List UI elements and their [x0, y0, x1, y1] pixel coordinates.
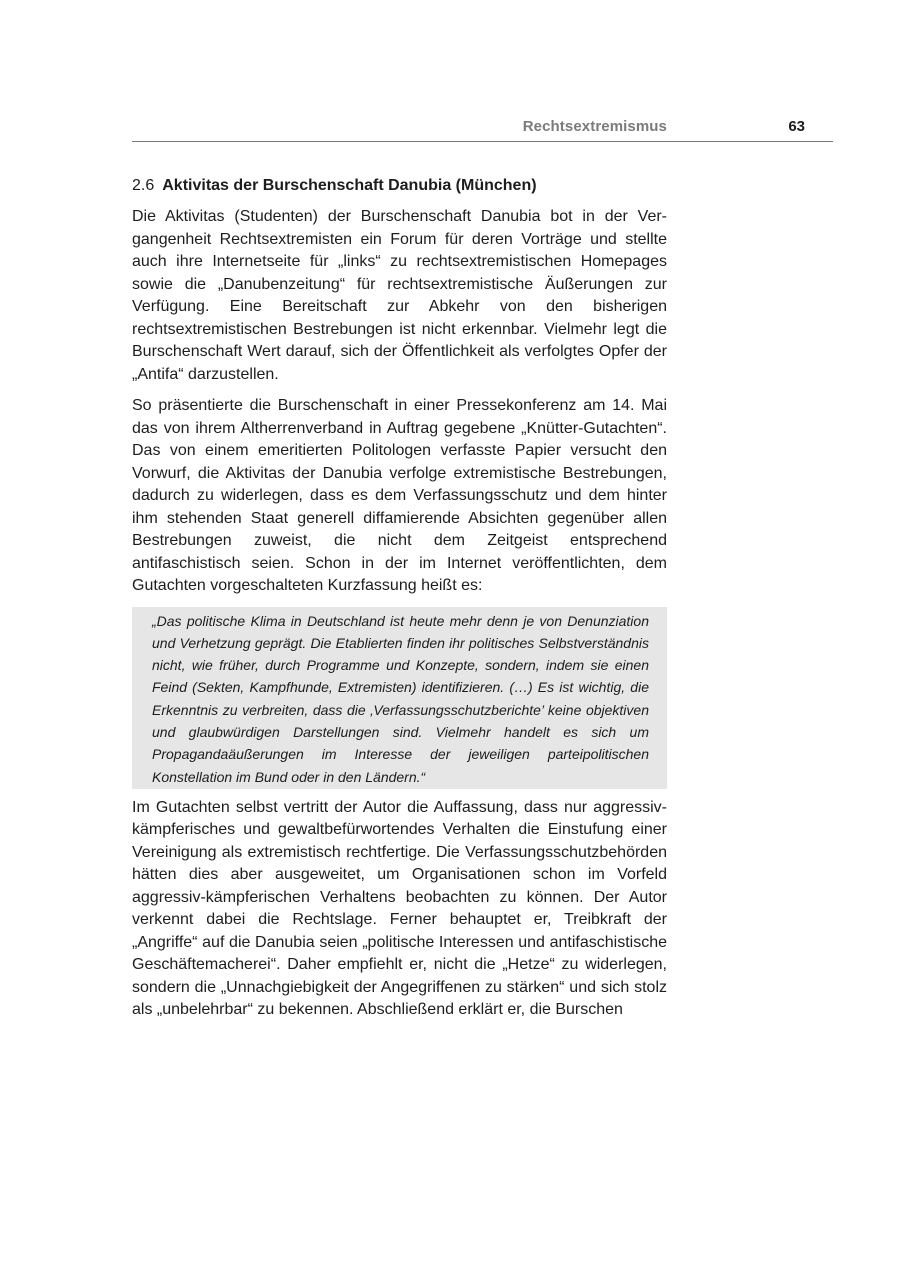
- page-number: 63: [788, 118, 805, 135]
- running-title: Rechtsextremismus: [522, 118, 667, 135]
- quote-text: „Das politische Klima in Deutschland ist heute mehr denn je von Denunziation und Verhetzung geprägt. Die Etablierten finden ihr politisches Selbstverständnis nicht, wie früher, durch Programme und Konzepte, sondern, indem sie einen Feind (Sekten, Kampfhunde, Extremisten) identifizieren. (…) Es ist wichtig, die Erkenntnis zu verbreiten, dass die ‚Verfassungsschutzberichte’ keine objektiven und glaubwürdigen Darstellungen sind. Vielmehr handelt es sich um Propagandaäußerungen im Interesse der jeweiligen parteipolitischen Konstellation im Bund oder in den Ländern.“: [152, 612, 649, 785]
- paragraph: Die Aktivitas (Studenten) der Burschenschaft Danubia bot in der Vergangenheit Rechtsextremisten ein Forum für deren Vorträge und stellte auch ihre Internetseite für „links“ zu rechtsextremistischen Homepages sowie die „Danubenzeitung“ für rechtsextremistische Äußerungen zur Verfügung. Eine Bereitschaft zur Abkehr von den bisherigen rechtsextremistischen Bestrebungen ist nicht erkennbar. Vielmehr legt die Burschenschaft Wert darauf, sich der Öffentlichkeit als verfolgtes Opfer der „Antifa“ darzustellen.: [132, 208, 667, 383]
- paragraph: So präsentierte die Burschenschaft in einer Pressekonferenz am 14. Mai das von ihrem Altherrenverband in Auftrag gegebene „Knütter-Gutachten“. Das von einem emeritierten Politologen verfasste Papier versucht den Vorwurf, die Aktivitas der Danubia verfolge extremistische Bestrebungen, dadurch zu widerlegen, dass es dem Verfassungsschutz und dem hinter ihm stehenden Staat generell diffamierende Absichten gegenüber allen Bestrebungen zuweist, die nicht dem Zeitgeist entsprechend antifaschistisch seien. Schon in der im Internet veröffentlichten, dem Gutachten vorgeschalteten Kurzfassung heißt es:: [132, 397, 667, 594]
- main-content: [132, 175, 667, 1031]
- section-heading: [132, 175, 667, 197]
- running-header: [132, 116, 833, 142]
- quote-box: [132, 607, 667, 789]
- paragraph: Im Gutachten selbst vertritt der Autor die Auffassung, dass nur aggressiv-kämpferisches und gewaltbefürwortendes Verhalten die Einstufung einer Vereinigung als extremistisch rechtfertige. Die Verfassungsschutzbehörden hätten dies aber ausgeweitet, um Organisationen schon im Vorfeld aggressiv-kämpferischen Verhaltens beobachten zu können. Der Autor verkennt dabei die Rechtslage. Ferner behauptet er, Treibkraft der „Angriffe“ auf die Danubia seien „politische Interessen und antifaschistische Geschäftemacherei“. Daher empfiehlt er, nicht die „Hetze“ zu widerlegen, sondern die „Unnachgiebigkeit der Angegriffenen zu stärken“ und sich stolz als „unbelehrbar“ zu bekennen. Abschließend erklärt er, die Burschen: [132, 798, 667, 1019]
- section-number: 2.6: [132, 177, 155, 194]
- section-title: Aktivitas der Burschenschaft Danubia (München): [162, 177, 537, 194]
